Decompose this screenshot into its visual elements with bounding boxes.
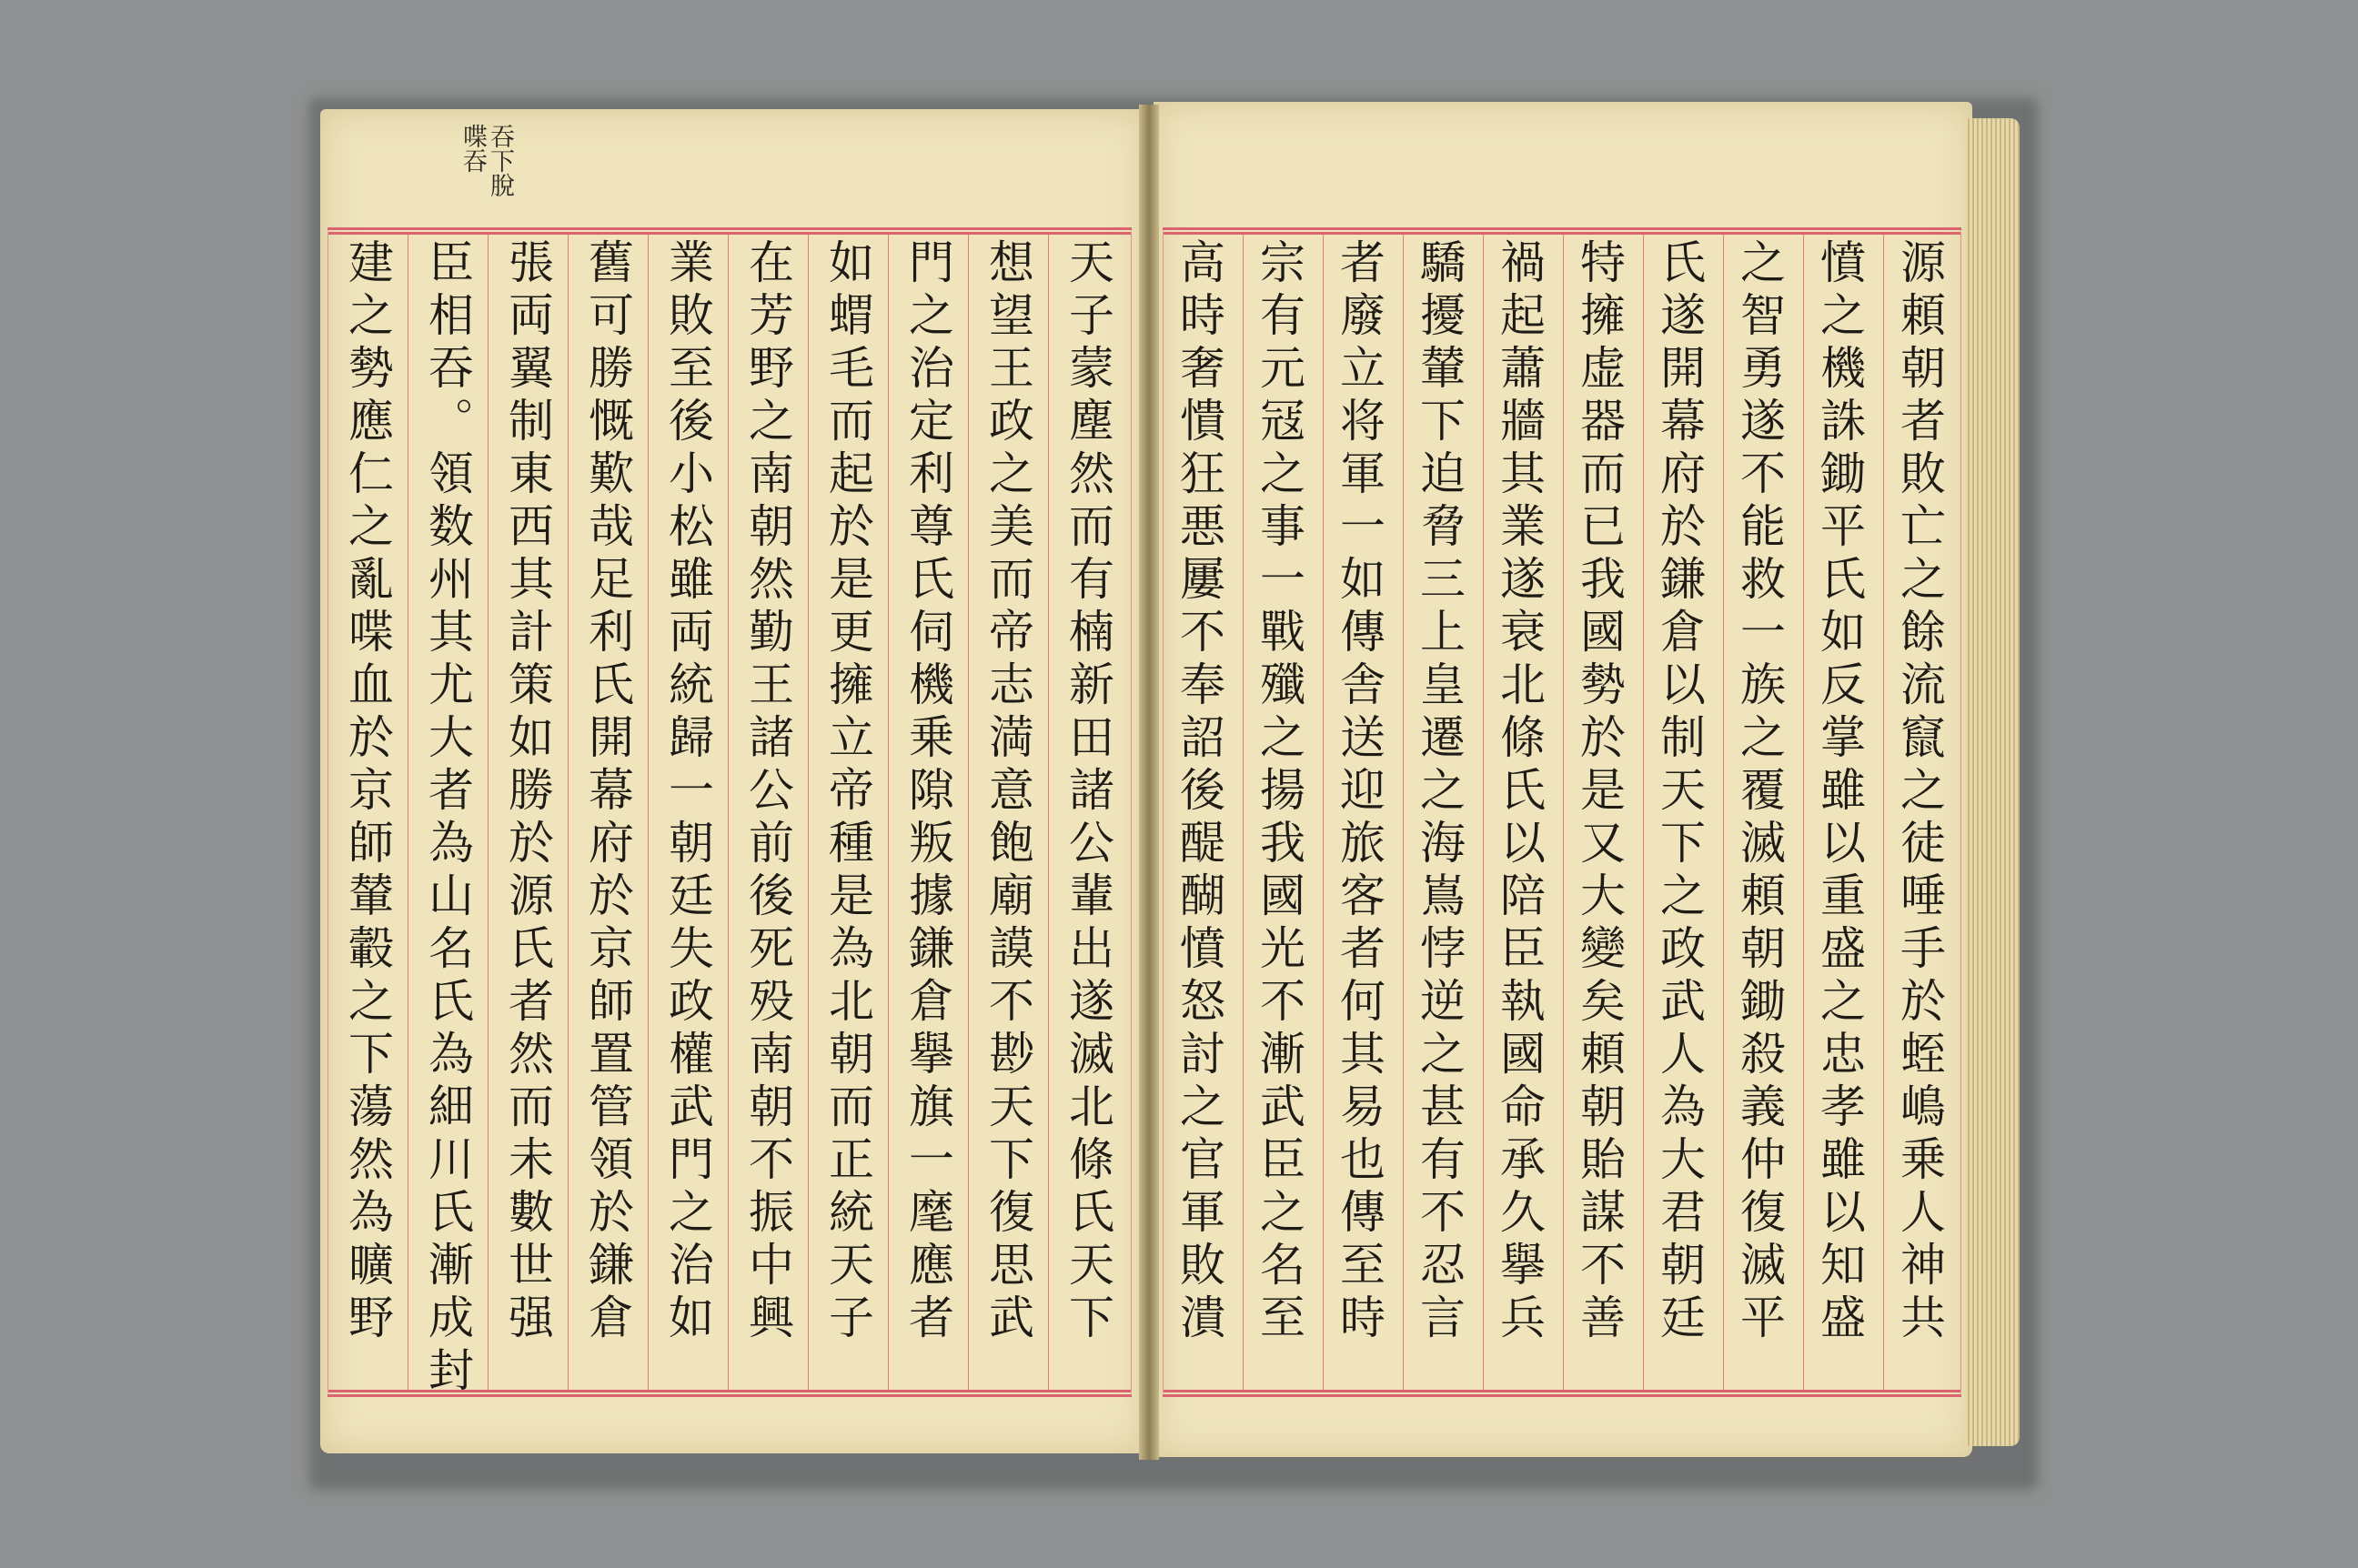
right-text-column-3: 之智勇遂不能救一族之覆滅頼朝鋤殺義仲復滅平 [1733,238,1786,1346]
column-rule [1323,235,1324,1390]
margin-note [458,124,513,197]
left-text-column-4: 如蝟毛而起於是更擁立帝種是為北朝而正統天子 [821,238,874,1346]
right-text-column-6: 禍起蕭牆其業遂衰北條氏以陪臣執國命承久擧兵 [1493,238,1546,1346]
column-rule [1883,235,1884,1390]
right-text-column-7: 驕擾輦下迫脅三上皇遷之海嶌悖逆之甚有不忍言 [1413,238,1466,1346]
column-rule [1483,235,1484,1390]
column-rule [1403,235,1404,1390]
column-rule [808,235,809,1390]
column-rule [1643,235,1644,1390]
left-text-column-6: 業敗至後小松雖両統歸一朝廷失政權武門之治如 [661,238,714,1346]
column-rule [968,235,969,1390]
column-rule [1723,235,1724,1390]
column-rule [488,235,489,1390]
right-text-column-5: 特擁虚器而已我國勢於是又大變矣頼朝貽謀不善 [1573,238,1626,1346]
column-rule [1243,235,1244,1390]
left-text-column-10: 建之勢應仁之亂喋血於京師輦轂之下蕩然為曠野 [341,238,394,1346]
column-rule [648,235,649,1390]
left-text-column-2: 想望王政之美而帝志満意飽廟謨不尠天下復思武 [982,238,1034,1346]
left-text-column-9: 臣相吞。領数州其尤大者為山名氏為細川氏漸成封 [421,238,474,1399]
column-rule [728,235,729,1390]
left-text-column-8: 張両翼制東西其計策如勝於源氏者然而未數世强 [501,238,554,1346]
right-text-column-10: 高時奢憒狂悪屢不奉詔後醍醐憤怒討之官軍敗潰 [1173,238,1225,1346]
left-text-column-3: 門之治定利尊氏伺機乗隙叛據鎌倉擧旗一麾應者 [902,238,954,1346]
right-text-column-8: 者廢立将軍一如傳舎送迎旅客者何其易也傳至時 [1333,238,1386,1346]
column-rule [568,235,569,1390]
left-text-column-1: 天子蒙塵然而有楠新田諸公輩出遂滅北條氏天下 [1062,238,1114,1346]
column-rule [1803,235,1804,1390]
right-text-column-9: 宗有元冦之事一戰殲之揚我國光不漸武臣之名至 [1253,238,1305,1346]
column-rule [888,235,889,1390]
book-gutter [1139,105,1159,1460]
column-rule [1048,235,1049,1390]
margin-note-line-1: 吞下脫 [486,124,514,197]
page-edges [1965,118,2020,1446]
left-text-column-5: 在芳野之南朝然勤王諸公前後死殁南朝不振中興 [741,238,794,1346]
right-text-column-1: 源頼朝者敗亡之餘流竄之徒唾手於蛭嶋乗人神共 [1893,238,1946,1346]
right-text-column-2: 憤之機誅鋤平氏如反掌雖以重盛之忠孝雖以知盛 [1813,238,1866,1346]
right-text-column-4: 氏遂開幕府於鎌倉以制天下之政武人為大君朝廷 [1653,238,1706,1346]
left-text-column-7: 舊可勝慨歎哉足利氏開幕府於京師置管領於鎌倉 [581,238,634,1346]
column-rule [1563,235,1564,1390]
margin-note-line-2: 喋吞 [458,124,487,173]
